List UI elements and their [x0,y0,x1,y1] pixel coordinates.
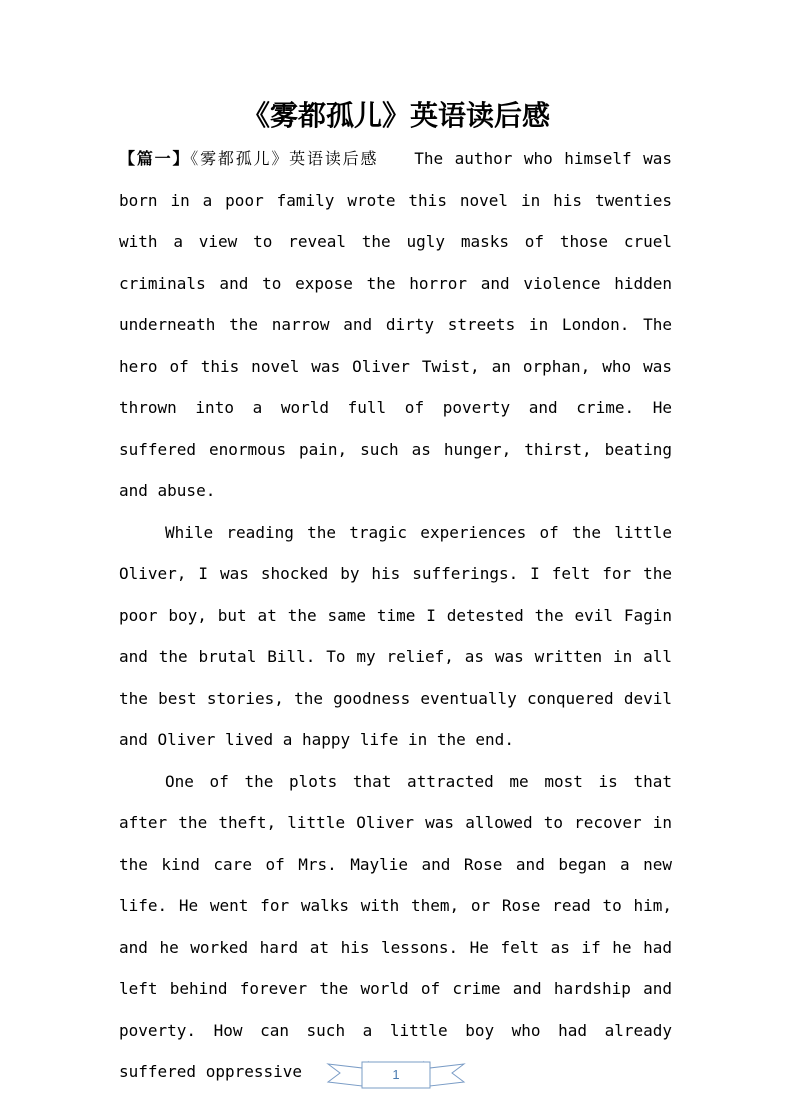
paragraph-1 [119,138,672,512]
paragraph-2: While reading the tragic experiences of the little Oliver, I was shocked by his sufferings. I felt for the poor boy, but at the same time I detested the evil Fagin and the brutal Bill. To my relief, as was written in all the best stories, the goodness eventually conquered devil and Oliver lived a happy life in the end. [119,522,672,749]
document-body [119,138,672,1093]
page-number: 1 [392,1067,400,1082]
paragraph-1-text: The author who himself was born in a poor family wrote this novel in his twenties with a view to reveal the ugly masks of those cruel criminals and to expose the horror and violence hidden underneath the narrow and dirty streets in London. The hero of this novel was Oliver Twist, an orphan, who was thrown into a world full of poverty and crime. He suffered enormous pain, such as hunger, thirst, beating and abuse. [119,149,672,500]
section-subtitle: 《雾都孤儿》英语读后感 [190,149,379,168]
document-title: 《雾都孤儿》英语读后感 [241,99,550,132]
section-tag: 【篇一】 [119,149,191,168]
paragraph-3: One of the plots that attracted me most is that after the theft, little Oliver was allowed to recover in the kind care of Mrs. Maylie and Rose and began a new life. He went for walks with them, or Rose read to him, and he worked hard at his lessons. He felt as if he had left behind forever the world of crime and hardship and poverty. How can such a little boy who had already suffered oppressive [119,771,672,1081]
